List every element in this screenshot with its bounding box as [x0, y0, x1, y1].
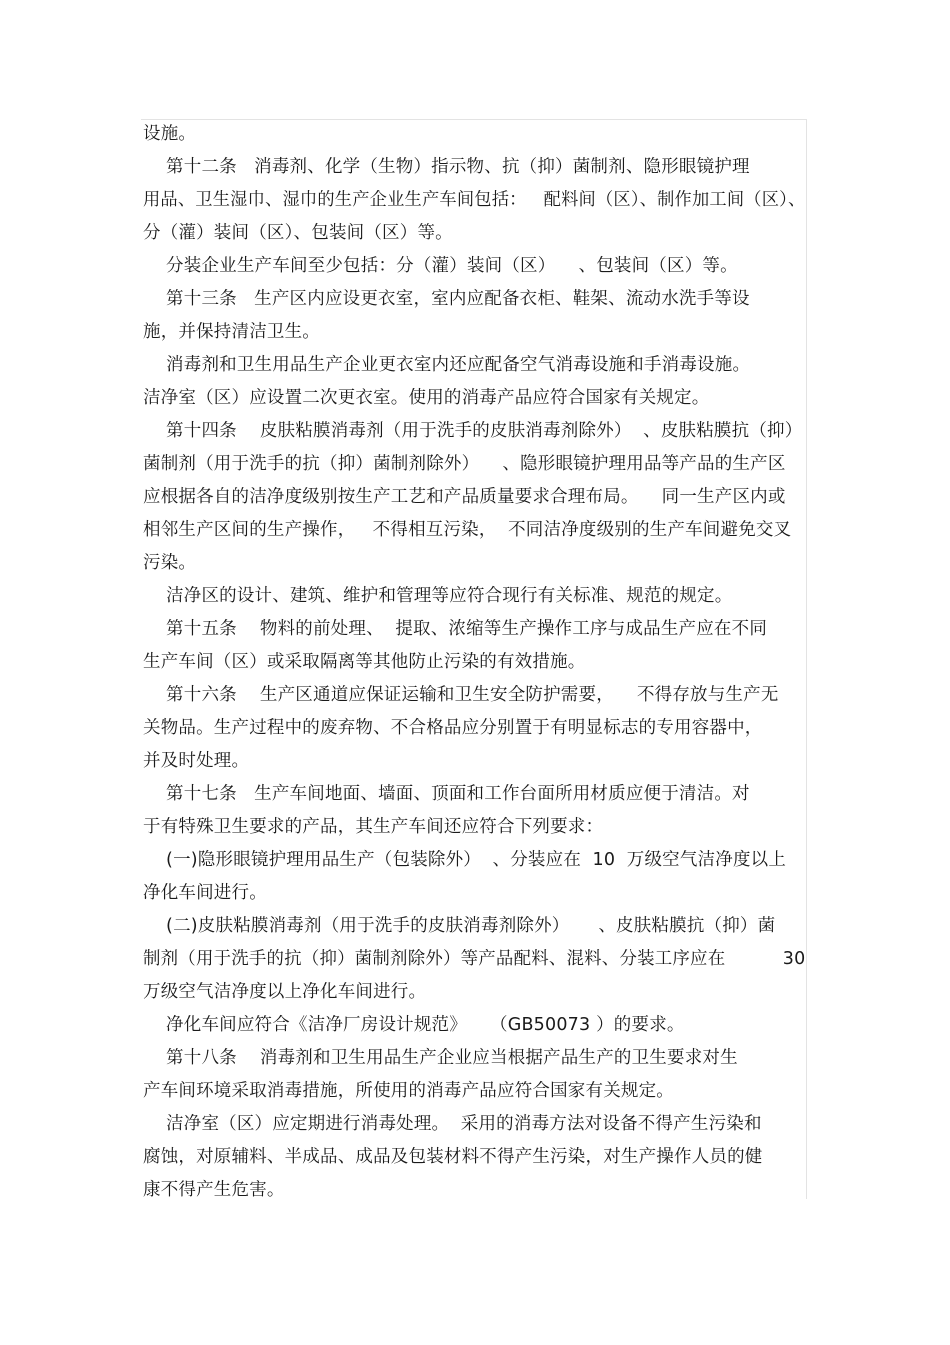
text-line: 洁净区的设计、建筑、维护和管理等应符合现行有关标准、规范的规定。	[143, 586, 733, 606]
text-line: 消毒剂和卫生用品生产企业更衣室内还应配备空气消毒设施和手消毒设施。	[143, 355, 751, 375]
text-line: 应根据各自的洁净度级别按生产工艺和产品质量要求合理布局。 同一生产区内或	[143, 487, 786, 507]
text-line: 分装企业生产车间至少包括：分（灌）装间（区） 、包装间（区）等。	[143, 256, 738, 276]
text-line: 腐蚀，对原辅料、半成品、成品及包装材料不得产生污染，对生产操作人员的健	[143, 1147, 763, 1167]
text-line: 菌制剂（用于洗手的抗（抑）菌制剂除外） 、隐形眼镜护理用品等产品的生产区	[143, 454, 786, 474]
text-line: 净化车间应符合《洁净厂房设计规范》 （GB50073 ）的要求。	[143, 1015, 685, 1035]
text-line: 第十四条 皮肤粘膜消毒剂（用于洗手的皮肤消毒剂除外） 、皮肤粘膜抗（抑）	[143, 421, 803, 441]
text-line: 康不得产生危害。	[143, 1180, 285, 1200]
text-line: 设施。	[143, 124, 197, 144]
text-line: 净化车间进行。	[143, 883, 267, 903]
text-line: 污染。	[143, 553, 197, 573]
text-line: 第十二条 消毒剂、化学（生物）指示物、抗（抑）菌制剂、隐形眼镜护理	[143, 157, 750, 177]
text-line: 并及时处理。	[143, 751, 250, 771]
text-line: (二)皮肤粘膜消毒剂（用于洗手的皮肤消毒剂除外） 、皮肤粘膜抗（抑）菌	[143, 916, 776, 936]
text-line: 万级空气洁净度以上净化车间进行。	[143, 982, 427, 1002]
text-line: 洁净室（区）应定期进行消毒处理。 采用的消毒方法对设备不得产生污染和	[143, 1114, 762, 1134]
text-line: 用品、卫生湿巾、湿巾的生产企业生产车间包括： 配料间（区）、制作加工间（区）、	[143, 190, 806, 210]
text-line: 生产车间（区）或采取隔离等其他防止污染的有效措施。	[143, 652, 586, 672]
text-line: (一)隐形眼镜护理用品生产（包装除外） 、分装应在 10 万级空气洁净度以上	[143, 850, 787, 870]
text-line: 分（灌）装间（区）、包装间（区）等。	[143, 223, 453, 243]
text-line: 第十六条 生产区通道应保证运输和卫生安全防护需要， 不得存放与生产无	[143, 685, 779, 705]
text-line: 第十五条 物料的前处理、 提取、浓缩等生产操作工序与成品生产应在不同	[143, 619, 768, 639]
text-line: 第十八条 消毒剂和卫生用品生产企业应当根据产品生产的卫生要求对生	[143, 1048, 738, 1068]
text-line: 相邻生产区间的生产操作， 不得相互污染， 不同洁净度级别的生产车间避免交叉	[143, 520, 792, 540]
text-line: 制剂（用于洗手的抗（抑）菌制剂除外）等产品配料、混料、分装工序应在 30	[143, 949, 806, 969]
text-line: 施，并保持清洁卫生。	[143, 322, 320, 342]
text-line: 产车间环境采取消毒措施，所使用的消毒产品应符合国家有关规定。	[143, 1081, 674, 1101]
text-line: 第十七条 生产车间地面、墙面、顶面和工作台面所用材质应便于清洁。对	[143, 784, 750, 804]
text-line: 第十三条 生产区内应设更衣室，室内应配备衣柜、鞋架、流动水洗手等设	[143, 289, 750, 309]
text-line: 关物品。生产过程中的废弃物、不合格品应分别置于有明显标志的专用容器中，	[143, 718, 763, 738]
text-line: 于有特殊卫生要求的产品，其生产车间还应符合下列要求：	[143, 817, 604, 837]
text-line: 洁净室（区）应设置二次更衣室。使用的消毒产品应符合国家有关规定。	[143, 388, 710, 408]
